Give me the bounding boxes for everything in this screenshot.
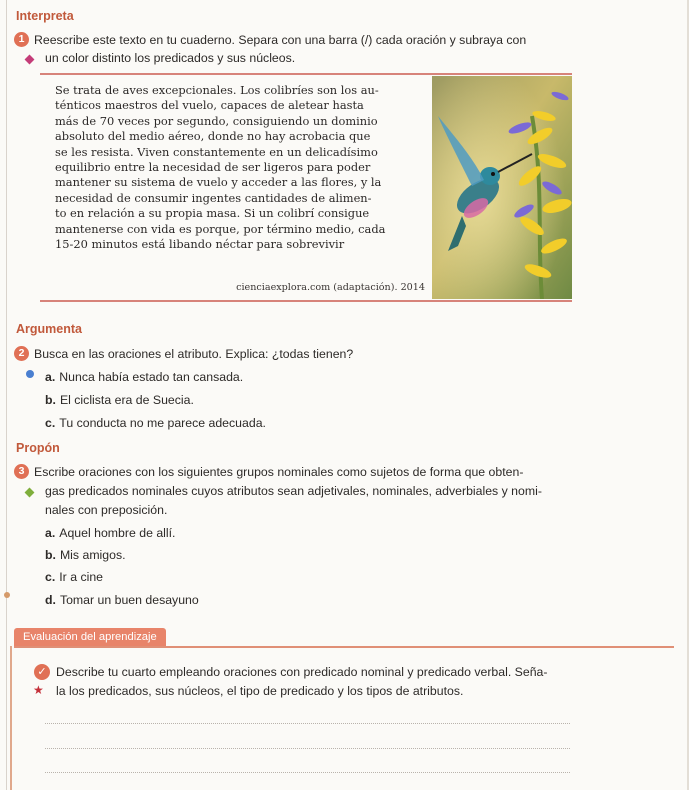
- exercise-2-prompt: Busca en las oraciones el atributo. Explica: ¿todas tienen?: [34, 347, 354, 361]
- margin-marker: [4, 592, 10, 598]
- reading-line: mantener su sistema de vuelo y acceder a las flores, y la: [55, 175, 382, 190]
- exercise-1-line-1: Reescribe este texto en tu cuaderno. Separa con una barra (/) cada oración y subraya con: [34, 33, 527, 47]
- reading-line: 15-20 minutos está libando néctar para sobrevivir: [55, 237, 345, 252]
- item-text: Aquel hombre de allí.: [59, 526, 176, 540]
- green-diamond-icon: [25, 488, 35, 498]
- item-text: Tomar un buen desayuno: [59, 593, 199, 607]
- pink-diamond-icon: [25, 55, 35, 65]
- reading-line: se les resista. Viven constantemente en un delicadísimo: [55, 144, 378, 159]
- answer-line[interactable]: [45, 748, 570, 749]
- item-letter: a.: [45, 526, 56, 540]
- evaluation-left-rule: [10, 646, 12, 790]
- exercise-2-item-a: [45, 370, 243, 384]
- reading-box: [40, 73, 572, 303]
- item-letter: b.: [45, 393, 56, 407]
- exercise-number-3: 3: [14, 464, 29, 479]
- exercise-3-item-c: [45, 570, 103, 584]
- left-margin-rule: [6, 0, 7, 790]
- reading-line: mantenerse con vida es porque, por término medio, cada: [55, 221, 386, 236]
- exercise-3-line-2: gas predicados nominales cuyos atributos sean adjetivales, nominales, adverbiales y nomi-: [45, 484, 542, 498]
- exercise-3-item-d: [45, 593, 199, 607]
- item-text: Tu conducta no me parece adecuada.: [59, 416, 266, 430]
- item-text: El ciclista era de Suecia.: [59, 393, 194, 407]
- reading-line: más de 70 veces por segundo, consiguiendo un dominio: [55, 113, 378, 128]
- item-text: Mis amigos.: [59, 548, 126, 562]
- exercise-1-line-2: un color distinto los predicados y sus núcleos.: [45, 51, 296, 65]
- reading-top-rule: [40, 73, 572, 75]
- exercise-2-item-c: [45, 416, 266, 430]
- reading-line: to en relación a su propia masa. Si un colibrí consigue: [55, 206, 370, 221]
- evaluation-section-tab: Evaluación del aprendizaje: [14, 628, 166, 646]
- exercise-3-item-a: [45, 526, 175, 540]
- exercise-number-2: 2: [14, 346, 29, 361]
- item-letter: b.: [45, 548, 56, 562]
- item-letter: c.: [45, 570, 56, 584]
- item-text: Ir a cine: [59, 570, 104, 584]
- star-icon: ★: [33, 683, 44, 697]
- section-title-propon: Propón: [16, 441, 60, 455]
- evaluation-top-rule: [14, 646, 674, 648]
- reading-line: absoluto del medio aéreo, donde no hay acrobacia que: [55, 129, 371, 144]
- item-letter: a.: [45, 370, 56, 384]
- exercise-2-item-b: [45, 393, 194, 407]
- evaluation-line-2: la los predicados, sus núcleos, el tipo de predicado y los tipos de atributos.: [56, 684, 464, 698]
- reading-source: cienciaexplora.com (adaptación). 2014: [236, 282, 425, 293]
- section-title-argumenta: Argumenta: [16, 322, 82, 336]
- exercise-number-1: 1: [14, 32, 29, 47]
- reading-text: [55, 83, 429, 252]
- hummingbird-photo: [432, 76, 572, 299]
- section-title-interpreta: Interpreta: [16, 9, 74, 23]
- reading-line: Se trata de aves excepcionales. Los colibríes son los au-: [55, 83, 379, 97]
- reading-line: necesidad de consumir ingentes cantidades de alimen-: [55, 190, 372, 205]
- evaluation-line-1: Describe tu cuarto empleando oraciones con predicado nominal y predicado verbal. Seña-: [56, 665, 548, 679]
- answer-line[interactable]: [45, 772, 570, 773]
- exercise-3-line-1: Escribe oraciones con los siguientes grupos nominales como sujetos de forma que obten-: [34, 465, 524, 479]
- item-text: Nunca había estado tan cansada.: [59, 370, 244, 384]
- checkmark-icon: ✓: [34, 664, 50, 680]
- blue-dot-icon: [26, 370, 34, 378]
- answer-line[interactable]: [45, 723, 570, 724]
- reading-line: ténticos maestros del vuelo, capaces de aletear hasta: [55, 98, 364, 113]
- reading-bottom-rule: [40, 300, 572, 302]
- exercise-3-item-b: [45, 548, 126, 562]
- reading-line: equilibrio entre la necesidad de ser ligeros para poder: [55, 160, 371, 175]
- item-letter: d.: [45, 593, 56, 607]
- exercise-3-line-3: nales con preposición.: [45, 503, 168, 517]
- item-letter: c.: [45, 416, 56, 430]
